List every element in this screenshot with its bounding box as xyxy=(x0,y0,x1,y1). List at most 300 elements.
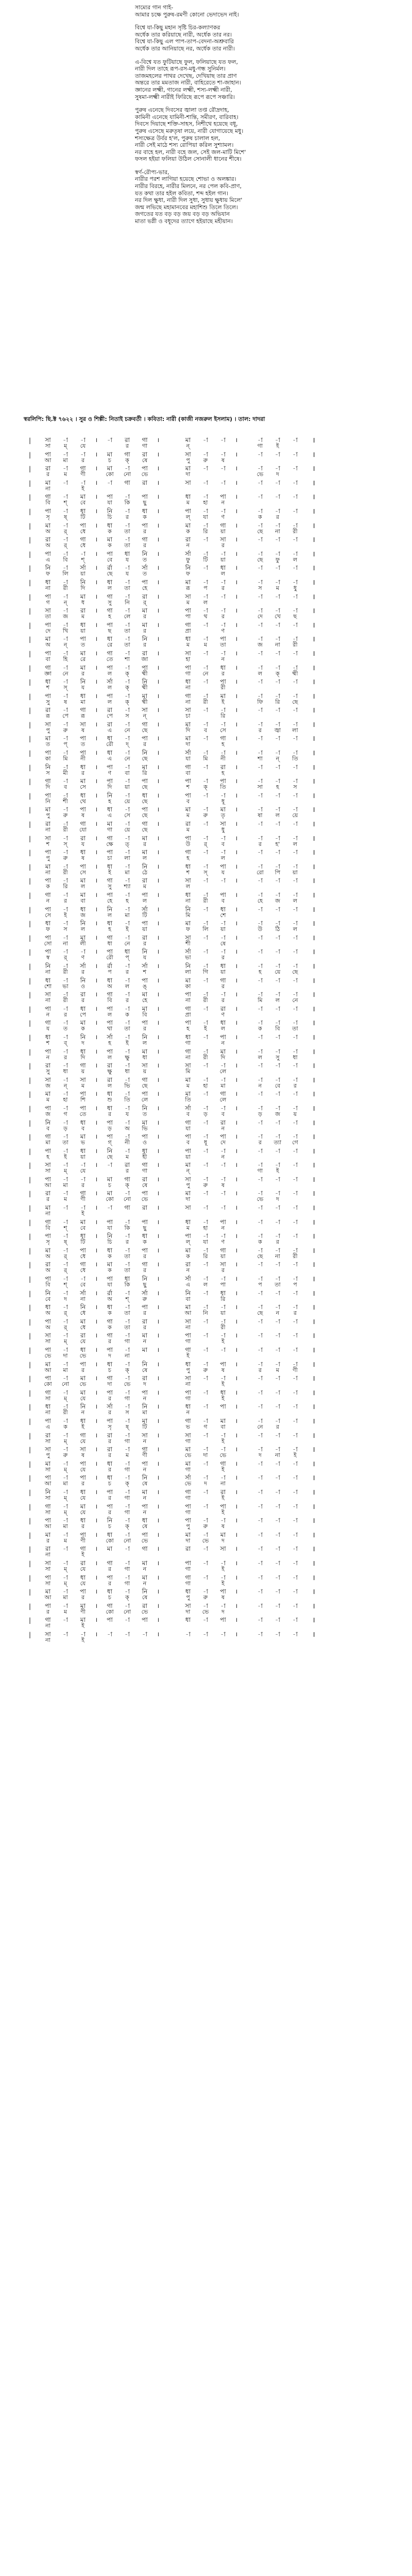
syllable xyxy=(149,1467,167,1473)
lyric-line: নারী দিল তাহে রূপ-রস-মধু-গন্ধ সুনির্মল। xyxy=(135,65,226,73)
syllable: ই xyxy=(64,1153,67,1160)
syllable xyxy=(228,898,245,904)
syllable xyxy=(269,770,286,776)
syllable: না xyxy=(45,1210,50,1217)
syllable: ণ xyxy=(221,1239,225,1246)
note-cell xyxy=(269,636,286,648)
swara: রা xyxy=(45,820,51,828)
syllable: ছে xyxy=(257,528,263,535)
swara: পা xyxy=(142,578,148,586)
syllable: ভে xyxy=(219,1452,227,1459)
syllable xyxy=(286,656,304,663)
swara: -া xyxy=(293,849,298,856)
syllable: র xyxy=(276,1239,280,1246)
bar-line: | xyxy=(29,636,31,643)
note-cell xyxy=(179,764,197,776)
swara: -া xyxy=(293,820,298,828)
lyric-stanza xyxy=(135,24,377,52)
syllable xyxy=(269,955,286,961)
swara: -া xyxy=(125,1517,130,1524)
swara: র্সা xyxy=(185,1104,191,1112)
swara: মা xyxy=(80,649,86,657)
syllable xyxy=(286,1154,304,1160)
syllable: ভে xyxy=(141,471,148,478)
swara: -া xyxy=(275,1616,280,1624)
note-cell xyxy=(228,906,245,919)
syllable: নী xyxy=(125,1139,130,1146)
note-cell xyxy=(228,1418,245,1430)
note-cell xyxy=(228,778,245,790)
syllable: যে xyxy=(80,1395,86,1402)
note-cell xyxy=(149,1290,167,1302)
swara: । xyxy=(157,763,160,771)
swara: -া xyxy=(125,1317,130,1325)
note-cell xyxy=(286,906,304,919)
swara: গা xyxy=(142,1545,148,1553)
bar-line: | xyxy=(29,1389,31,1397)
note-cell xyxy=(39,1091,57,1103)
swara: নি xyxy=(185,1289,191,1297)
syllable: ল xyxy=(293,926,298,933)
swara: ধা xyxy=(80,1232,86,1240)
swara: -া xyxy=(293,1588,298,1596)
swara: মা xyxy=(142,607,148,615)
swara: ধা xyxy=(107,920,113,927)
syllable: নো xyxy=(123,1537,131,1544)
swara: সা xyxy=(185,450,191,458)
syllable: ছে xyxy=(142,798,148,805)
swara: -া xyxy=(258,1630,263,1638)
syllable: হা xyxy=(63,1096,68,1104)
swara: মা xyxy=(80,1218,86,1226)
note-cell xyxy=(179,1304,197,1316)
syllable xyxy=(149,884,167,890)
syllable xyxy=(286,1581,304,1587)
note-cell xyxy=(118,565,136,577)
swara: । xyxy=(95,536,98,544)
swara: -া xyxy=(63,1460,68,1467)
note-cell xyxy=(118,1588,136,1601)
swara: সা xyxy=(220,536,226,544)
note-cell xyxy=(101,465,118,478)
swara: ধা xyxy=(80,1147,86,1155)
syllable: বে xyxy=(80,1281,86,1289)
swara: পা xyxy=(80,1531,86,1538)
swara: পা xyxy=(142,1616,148,1624)
swara: -া xyxy=(125,1033,130,1041)
swara: । xyxy=(157,891,160,899)
bar-line: | xyxy=(29,1290,31,1297)
syllable: স্ xyxy=(203,869,208,876)
syllable: ষে xyxy=(142,1480,148,1487)
swara: । xyxy=(157,1005,160,1012)
note-cell xyxy=(39,1574,57,1587)
note-cell xyxy=(39,650,57,663)
swara: পা xyxy=(220,678,226,686)
syllable: ন্ xyxy=(276,755,280,762)
syllable xyxy=(269,1097,286,1103)
syllable: ভ xyxy=(80,1139,85,1146)
syllable: ষ xyxy=(81,855,85,862)
bar-line: | xyxy=(29,1048,31,1056)
swara: -া xyxy=(125,649,130,657)
syllable: দি xyxy=(80,1054,85,1061)
note-cell xyxy=(197,1077,214,1089)
swara: । xyxy=(235,450,238,458)
swara: পা xyxy=(220,777,226,785)
syllable xyxy=(286,1481,304,1487)
swara: । xyxy=(157,1104,160,1112)
note-cell xyxy=(197,437,214,449)
swara: -া xyxy=(220,1602,226,1609)
syllable: যা xyxy=(203,1239,208,1246)
syllable: গ্ xyxy=(108,1139,112,1146)
note-cell xyxy=(269,1205,286,1217)
note-cell xyxy=(101,1461,118,1473)
swara: । xyxy=(95,1303,98,1311)
note-cell xyxy=(39,451,57,464)
swara: -া xyxy=(220,934,226,941)
swara: -া xyxy=(220,621,226,629)
syllable: হ xyxy=(108,798,111,805)
swara: । xyxy=(157,1062,160,1070)
swara: -া xyxy=(275,877,280,885)
syllable: রূ xyxy=(80,713,85,720)
swara: -া xyxy=(203,664,208,671)
syllable xyxy=(251,1481,269,1487)
note-cell xyxy=(39,750,57,762)
swara: রা xyxy=(142,479,148,486)
swara: গা xyxy=(80,1062,86,1070)
syllable: ছে xyxy=(142,1082,148,1089)
bar-line: | xyxy=(29,1361,31,1368)
syllable: ন xyxy=(143,1338,147,1345)
note-cell xyxy=(251,494,269,506)
swara: ধা xyxy=(124,550,130,557)
syllable xyxy=(228,770,245,776)
swara: -া xyxy=(293,664,298,671)
syllable: রী xyxy=(63,997,68,1004)
swara: -া xyxy=(258,1005,263,1012)
swara: -া xyxy=(293,1346,298,1353)
note-cell xyxy=(118,1560,136,1572)
swara: -া xyxy=(258,521,263,529)
syllable: নো xyxy=(123,471,131,478)
syllable xyxy=(149,614,167,620)
note-cell xyxy=(149,480,167,492)
notation-row xyxy=(25,607,391,622)
swara: মা xyxy=(185,1161,191,1169)
note-cell xyxy=(286,1617,304,1629)
syllable xyxy=(286,500,304,506)
swara: । xyxy=(157,1261,160,1268)
swara: -া xyxy=(63,948,68,956)
syllable xyxy=(269,984,286,990)
swara: ধা xyxy=(80,791,86,799)
note-cell xyxy=(39,792,57,805)
swara: । xyxy=(235,1346,238,1353)
syllable xyxy=(149,486,167,492)
note-cell xyxy=(228,1347,245,1359)
notation-row xyxy=(25,735,391,750)
syllable xyxy=(149,685,167,691)
note-cell xyxy=(228,963,245,975)
swara: ধা xyxy=(45,920,51,927)
syllable: না xyxy=(185,1324,191,1331)
note-cell xyxy=(39,636,57,648)
bar-line: | xyxy=(29,1119,31,1127)
swara: মা xyxy=(142,1047,148,1055)
syllable xyxy=(197,1438,214,1445)
note-cell xyxy=(101,494,118,506)
syllable: খে xyxy=(274,613,281,620)
note-cell xyxy=(118,1290,136,1302)
syllable xyxy=(286,741,304,748)
syllable: ক xyxy=(125,1011,129,1018)
note-cell xyxy=(286,948,304,961)
swara: -া xyxy=(258,1090,263,1098)
swara: -া xyxy=(220,877,226,885)
syllable xyxy=(149,1396,167,1402)
swara: -া xyxy=(220,1303,226,1311)
syllable xyxy=(269,457,286,464)
syllable xyxy=(251,1438,269,1445)
note-cell xyxy=(228,1332,245,1345)
syllable: গ xyxy=(203,1423,208,1430)
note-cell xyxy=(269,1276,286,1288)
swara: । xyxy=(95,436,98,444)
note-cell xyxy=(101,1375,118,1387)
swara: -া xyxy=(293,1446,298,1453)
syllable: ল xyxy=(258,670,263,677)
swara: -া xyxy=(275,1375,280,1382)
note-cell xyxy=(286,1432,304,1445)
note-cell xyxy=(286,1006,304,1018)
note-cell xyxy=(197,508,214,520)
syllable: গ xyxy=(46,599,50,606)
swara: । xyxy=(235,934,238,941)
swara: মা xyxy=(45,635,51,643)
note-cell xyxy=(179,1062,197,1075)
note-cell xyxy=(228,1588,245,1601)
syllable: মা xyxy=(125,869,130,876)
swara: মা xyxy=(107,820,113,828)
syllable: ধা xyxy=(142,1054,147,1061)
note-cell xyxy=(269,1120,286,1132)
swara: রা xyxy=(185,1261,191,1268)
swara: -া xyxy=(125,1232,130,1240)
note-cell xyxy=(251,707,269,719)
swara: -া xyxy=(63,1204,68,1212)
syllable: তা xyxy=(45,613,51,620)
swara: রা xyxy=(142,450,148,458)
syllable xyxy=(286,571,304,577)
swara: -া xyxy=(220,749,226,757)
syllable xyxy=(228,1338,245,1345)
swara: গা xyxy=(185,1573,191,1581)
syllable: গা xyxy=(107,826,113,834)
swara: গা xyxy=(185,1346,191,1353)
syllable: ই xyxy=(221,1580,225,1587)
syllable: ভে xyxy=(141,1196,148,1203)
note-cell xyxy=(197,1261,214,1274)
note-cell xyxy=(118,1034,136,1046)
syllable xyxy=(149,1083,167,1089)
syllable: রো xyxy=(256,869,264,876)
syllable xyxy=(149,855,167,861)
swara: গা xyxy=(142,720,148,728)
note-cell xyxy=(228,536,245,549)
swara: -া xyxy=(220,550,226,557)
note-cell xyxy=(269,1233,286,1245)
syllable: ম xyxy=(186,812,190,819)
note-cell xyxy=(228,1190,245,1202)
syllable xyxy=(197,1381,214,1387)
swara: সা xyxy=(45,1332,51,1340)
syllable xyxy=(286,685,304,691)
swara: গা xyxy=(185,1005,191,1012)
syllable: ণী xyxy=(80,471,85,478)
syllable xyxy=(228,969,245,975)
note-cell xyxy=(149,750,167,762)
syllable: ষে xyxy=(220,940,226,947)
syllable: মি xyxy=(63,755,68,762)
note-cell xyxy=(118,1517,136,1530)
swara: । xyxy=(95,891,98,899)
note-cell xyxy=(269,977,286,990)
syllable: আ xyxy=(44,1480,52,1487)
swara: । xyxy=(235,891,238,899)
bar-line: | xyxy=(29,536,31,544)
swara: । xyxy=(95,948,98,956)
syllable: জ xyxy=(275,897,280,904)
syllable: নে xyxy=(257,1423,263,1430)
syllable: রী xyxy=(63,869,68,876)
bar-line: I xyxy=(313,1176,315,1183)
swara: -া xyxy=(203,749,208,757)
lyric-stanza xyxy=(135,107,377,163)
syllable: যো xyxy=(79,826,87,834)
syllable: ন xyxy=(143,1466,147,1473)
swara: ধা xyxy=(220,905,226,913)
syllable: ত্ xyxy=(125,840,130,848)
syllable xyxy=(286,1595,304,1601)
swara: মা xyxy=(107,1175,113,1183)
syllable: গা xyxy=(124,1437,130,1445)
syllable: না xyxy=(45,485,50,492)
syllable xyxy=(149,1069,167,1075)
swara: -া xyxy=(63,1246,68,1254)
syllable: না xyxy=(45,869,50,876)
note-cell xyxy=(57,1219,74,1231)
swara: । xyxy=(235,1317,238,1325)
note-cell xyxy=(149,1020,167,1032)
swara: -া xyxy=(275,664,280,671)
bar-line: I xyxy=(313,1005,315,1013)
swara: -া xyxy=(258,450,263,458)
syllable: বি xyxy=(45,1224,50,1231)
note-cell xyxy=(57,863,74,876)
note-cell xyxy=(149,1077,167,1089)
bar-line: | xyxy=(29,1503,31,1511)
note-cell xyxy=(197,1446,214,1459)
note-cell xyxy=(179,1006,197,1018)
swara: মা xyxy=(142,1005,148,1012)
syllable: ষে xyxy=(142,1366,148,1374)
swara: গা xyxy=(124,1175,130,1183)
syllable: সা xyxy=(45,1395,51,1402)
swara: । xyxy=(235,720,238,728)
note-cell xyxy=(101,1532,118,1544)
syllable xyxy=(269,600,286,606)
syllable: ল xyxy=(107,684,112,691)
swara: রা xyxy=(45,1545,51,1553)
note-cell xyxy=(251,1290,269,1302)
note-cell xyxy=(197,1276,214,1288)
swara: মা xyxy=(45,1360,51,1368)
swara: -া xyxy=(125,1005,130,1012)
syllable xyxy=(251,855,269,861)
note-cell xyxy=(251,1034,269,1046)
swara: মা xyxy=(142,1417,148,1425)
swara: পা xyxy=(45,749,51,757)
swara: -া xyxy=(293,1332,298,1340)
swara: মা xyxy=(107,1190,113,1197)
swara: সা xyxy=(80,720,86,728)
swara: সা xyxy=(45,607,51,615)
note-cell xyxy=(57,1475,74,1487)
note-cell xyxy=(179,1091,197,1103)
syllable: ন xyxy=(221,655,225,663)
note-cell xyxy=(197,1162,214,1174)
swara: -া xyxy=(63,465,68,472)
swara: । xyxy=(157,465,160,472)
syllable xyxy=(179,1552,197,1558)
swara: সা xyxy=(185,649,191,657)
syllable: হ xyxy=(186,855,190,862)
note-cell xyxy=(286,1233,304,1245)
notation-row xyxy=(25,1489,391,1503)
swara: -া xyxy=(258,1388,263,1396)
syllable xyxy=(228,756,245,762)
swara: -া xyxy=(125,1047,130,1055)
note-cell xyxy=(286,693,304,705)
syllable xyxy=(197,941,214,947)
swara: সা xyxy=(185,934,191,941)
swara: -া xyxy=(125,1488,130,1496)
syllable: মি xyxy=(258,997,263,1004)
note-cell xyxy=(197,1020,214,1032)
swara: -া xyxy=(293,1360,298,1368)
syllable xyxy=(197,443,214,449)
syllable: রী xyxy=(293,528,298,535)
swara: রা xyxy=(124,436,130,444)
syllable: চ xyxy=(108,1594,111,1601)
syllable: বি xyxy=(45,1281,50,1289)
syllable xyxy=(197,628,214,634)
note-cell xyxy=(149,1205,167,1217)
note-cell xyxy=(101,963,118,975)
syllable xyxy=(228,1538,245,1544)
syllable xyxy=(286,600,304,606)
note-cell xyxy=(179,1631,197,1643)
note-cell xyxy=(39,622,57,634)
bar-line: | xyxy=(29,778,31,786)
syllable xyxy=(269,1012,286,1018)
note-cell xyxy=(39,551,57,563)
syllable: পে xyxy=(80,1011,86,1018)
syllable: ম xyxy=(63,1608,67,1615)
